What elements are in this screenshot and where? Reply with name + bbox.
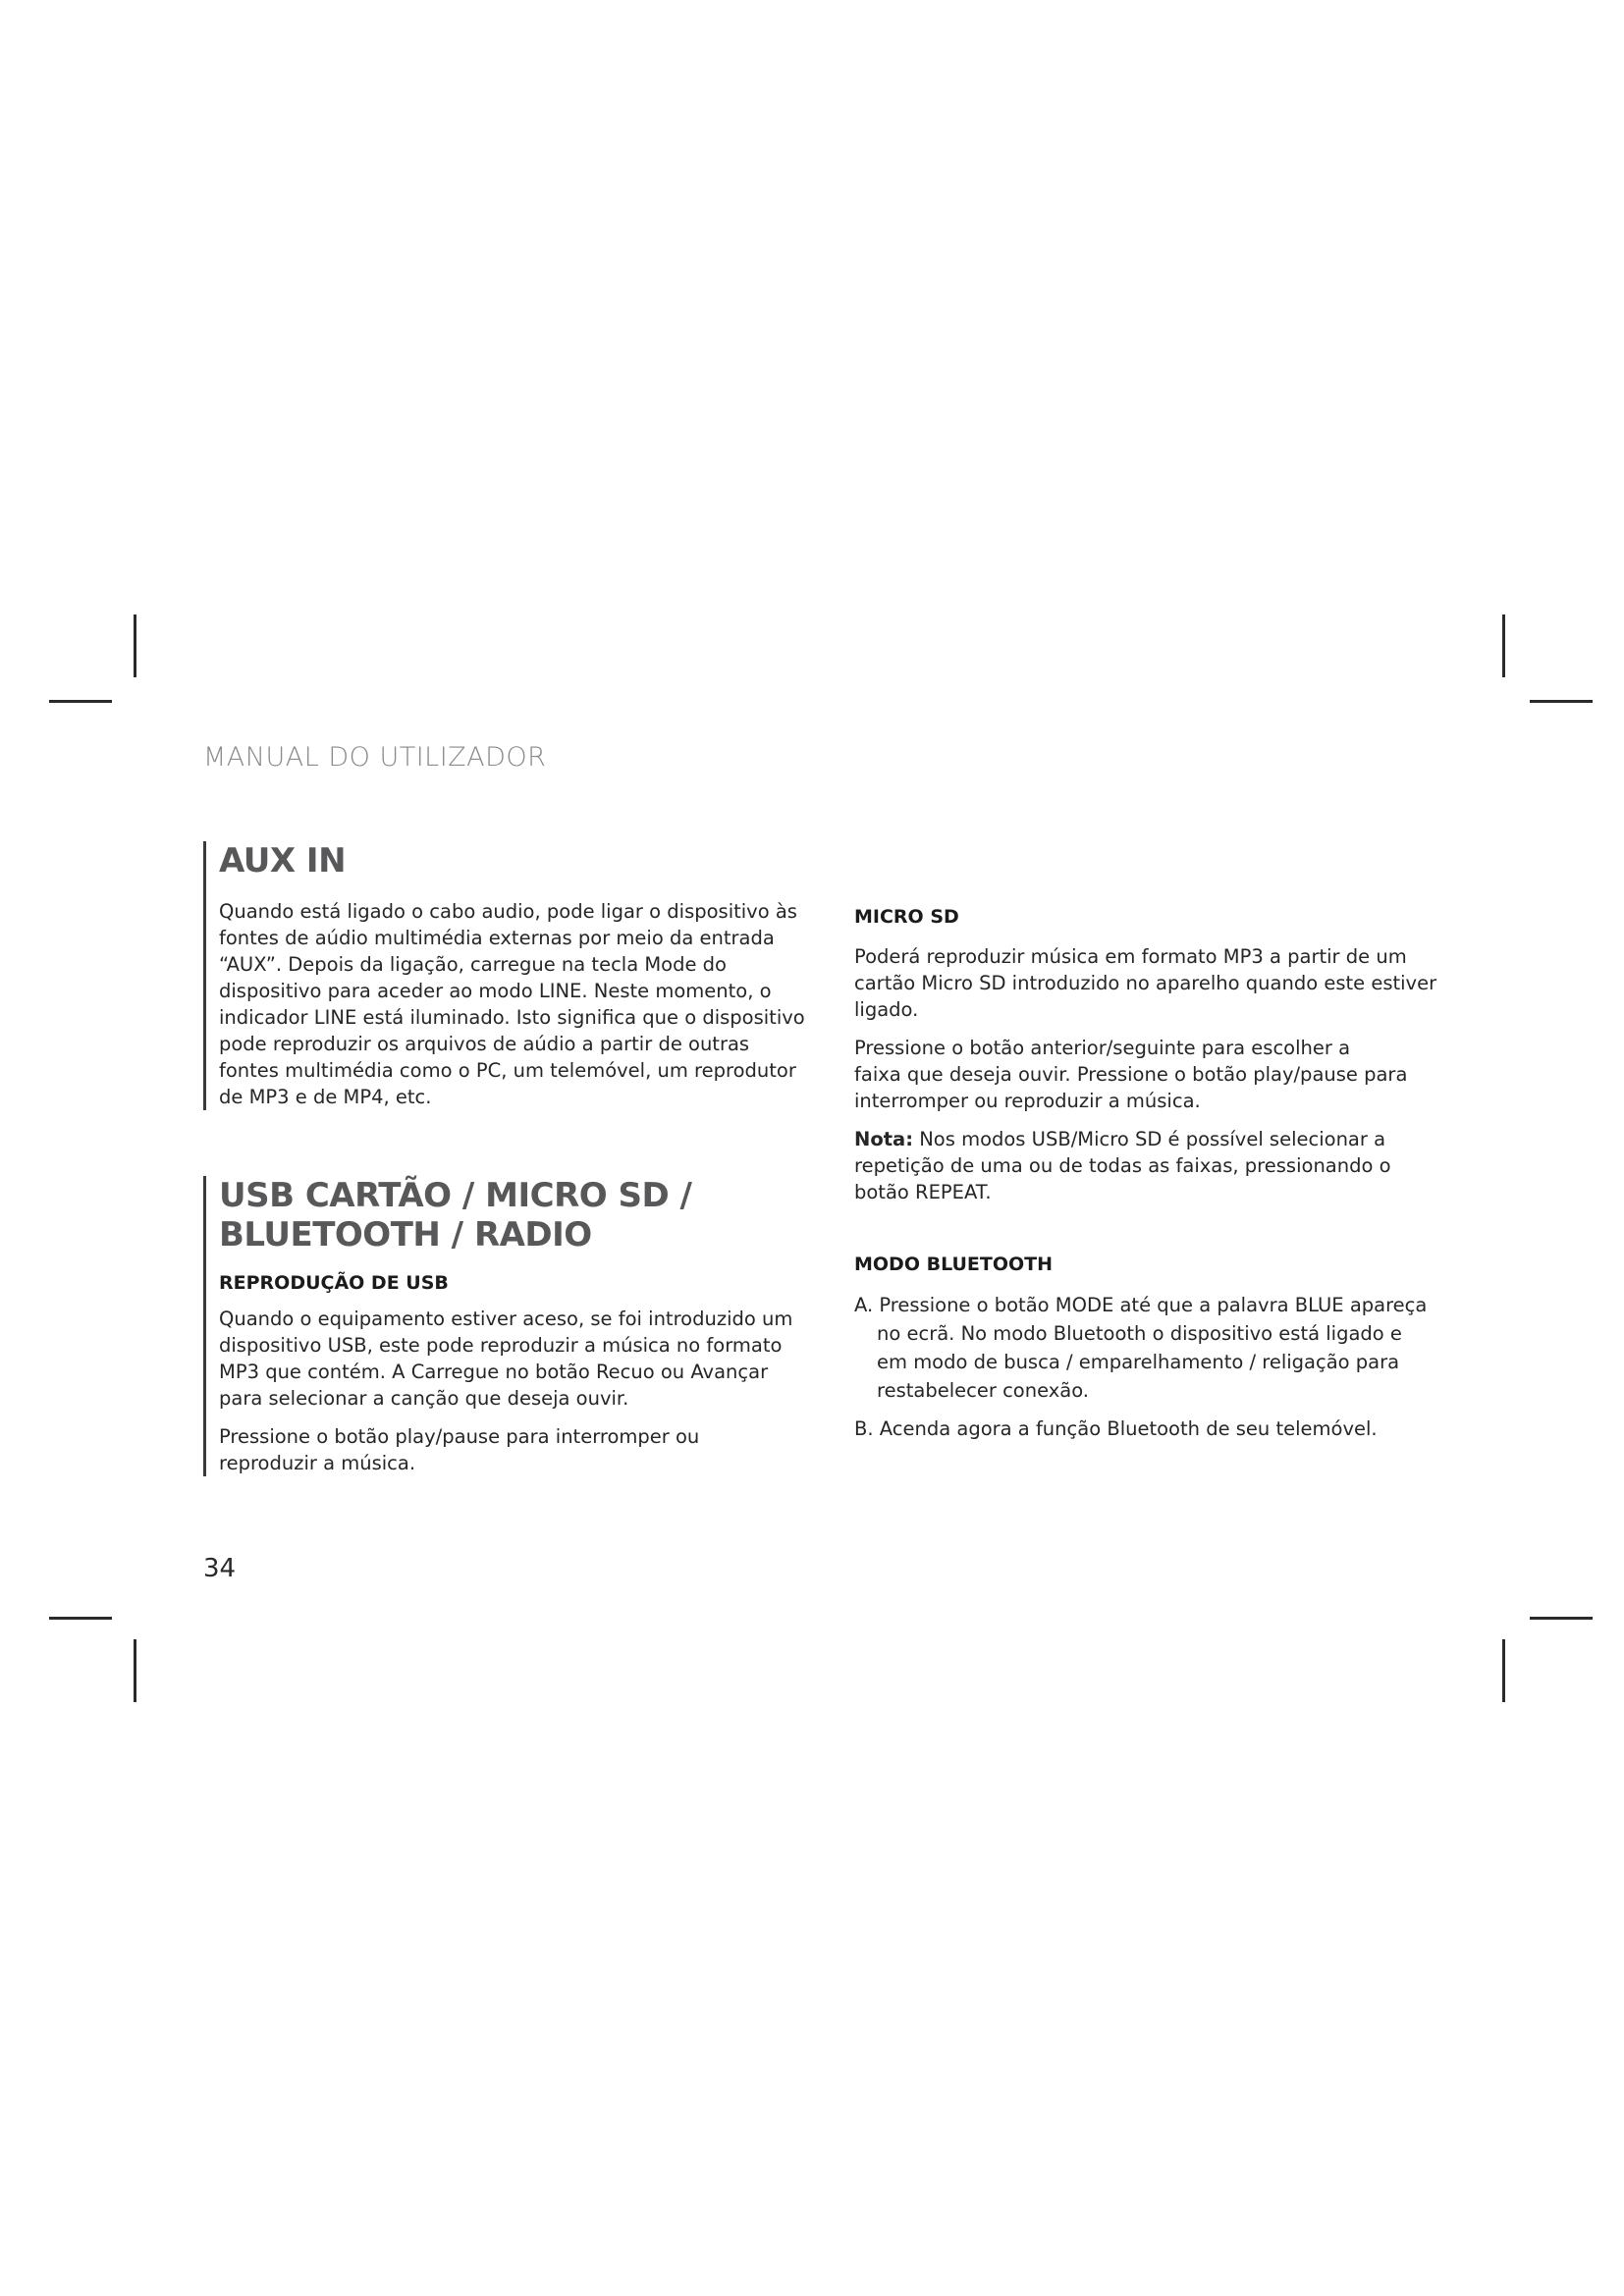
note-line	[854, 1126, 1483, 1152]
aux-in-title: AUX IN	[219, 841, 347, 881]
usb-paragraph-line: MP3 que contém. A Carregue no botão Recuo ou Avançar	[219, 1361, 769, 1383]
crop-mark-top-right-horizontal	[1530, 700, 1593, 703]
bluetooth-item-a-line: A. Pressione o botão MODE até que a palavra BLUE apareça	[854, 1294, 1428, 1316]
aux-in-line: pode reproduzir os arquivos de aúdio a partir de outras	[219, 1033, 750, 1055]
usb-playback-paragraph-1	[219, 1306, 808, 1412]
crop-mark-bottom-right-vertical	[1502, 1639, 1505, 1702]
usb-section	[203, 1176, 808, 1476]
bluetooth-item-b: B. Acenda agora a função Bluetooth de seu telemóvel.	[854, 1417, 1378, 1440]
crop-mark-top-left-horizontal	[49, 700, 112, 703]
aux-in-line: indicador LINE está iluminado. Isto significa que o dispositivo	[219, 1006, 805, 1029]
note-label: Nota:	[854, 1128, 913, 1150]
note-line: repetição de uma ou de todas as faixas, pressionando o	[854, 1154, 1391, 1177]
aux-in-line: “AUX”. Depois da ligação, carregue na tecla Mode do	[219, 953, 727, 976]
aux-in-line: dispositivo para aceder ao modo LINE. Neste momento, o	[219, 980, 772, 1002]
usb-playback-paragraph-2	[219, 1423, 808, 1476]
micro-sd-line: cartão Micro SD introduzido no aparelho quando este estiver	[854, 972, 1437, 994]
note-line: botão REPEAT.	[854, 1181, 992, 1203]
bluetooth-item-a-line: restabelecer conexão.	[877, 1379, 1090, 1402]
usb-paragraph-line: Pressione o botão play/pause para interromper ou	[219, 1425, 700, 1448]
micro-sd-paragraph-1	[854, 943, 1483, 1023]
usb-paragraph-line: reproduzir a música.	[219, 1452, 416, 1474]
bluetooth-item-a	[854, 1291, 1483, 1405]
aux-in-line: de MP3 e de MP4, etc.	[219, 1086, 432, 1108]
micro-sd-paragraph-2	[854, 1035, 1483, 1114]
crop-mark-top-left-vertical	[134, 614, 136, 677]
micro-sd-line: Poderá reproduzir música em formato MP3 a partir de um	[854, 945, 1407, 968]
micro-sd-line: interromper ou reproduzir a música.	[854, 1090, 1201, 1112]
page-number: 34	[203, 1554, 237, 1583]
bluetooth-item-a-line: em modo de busca / emparelhamento / religação para	[877, 1351, 1400, 1373]
usb-paragraph-line: para selecionar a canção que deseja ouvir.	[219, 1387, 629, 1410]
micro-sd-note	[854, 1126, 1483, 1205]
crop-mark-bottom-right-horizontal	[1530, 1617, 1593, 1620]
crop-mark-top-right-vertical	[1502, 614, 1505, 677]
usb-paragraph-line: Quando o equipamento estiver aceso, se foi introduzido um	[219, 1308, 793, 1330]
running-header: MANUAL DO UTILIZADOR	[203, 742, 547, 773]
bluetooth-item-a-line: no ecrã. No modo Bluetooth o dispositivo está ligado e	[877, 1322, 1402, 1345]
note-text: Nos modos USB/Micro SD é possível selecionar a	[913, 1128, 1386, 1150]
crop-mark-bottom-left-vertical	[134, 1639, 136, 1702]
micro-sd-line: ligado.	[854, 998, 919, 1021]
usb-playback-subheading: REPRODUÇÃO DE USB	[219, 1272, 449, 1294]
micro-sd-line: Pressione o botão anterior/seguinte para escolher a	[854, 1037, 1351, 1059]
crop-mark-bottom-left-horizontal	[49, 1617, 112, 1620]
aux-in-section	[203, 841, 808, 1110]
aux-in-paragraph	[219, 898, 808, 1110]
micro-sd-section	[854, 904, 1483, 1205]
aux-in-line: fontes multimédia como o PC, um telemóvel, um reprodutor	[219, 1059, 796, 1082]
bluetooth-section	[854, 1252, 1483, 1443]
aux-in-line: Quando está ligado o cabo audio, pode ligar o dispositivo às	[219, 900, 797, 923]
usb-paragraph-line: dispositivo USB, este pode reproduzir a música no formato	[219, 1334, 783, 1357]
usb-section-title-line-1: USB CARTÃO / MICRO SD /	[219, 1176, 692, 1215]
micro-sd-line: faixa que deseja ouvir. Pressione o botão play/pause para	[854, 1063, 1408, 1086]
usb-section-title-line-2: BLUETOOTH / RADIO	[219, 1215, 592, 1255]
bluetooth-subheading: MODO BLUETOOTH	[854, 1254, 1054, 1275]
aux-in-line: fontes de aúdio multimédia externas por meio da entrada	[219, 927, 775, 949]
micro-sd-subheading: MICRO SD	[854, 906, 959, 928]
